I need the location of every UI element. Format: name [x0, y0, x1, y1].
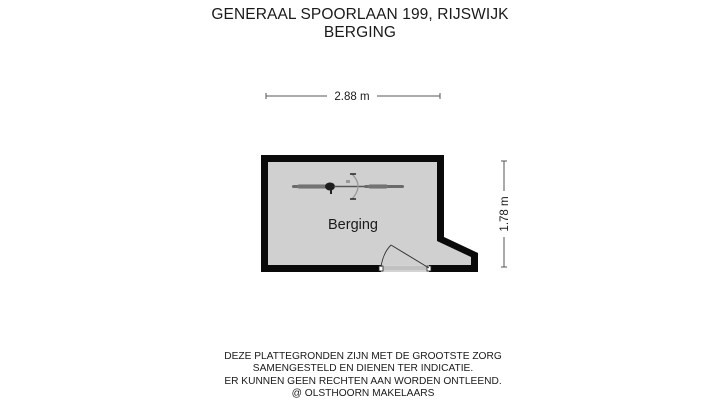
height-dimension — [499, 161, 511, 267]
disclaimer-line: ER KUNNEN GEEN RECHTEN AAN WORDEN ONTLEEND. — [224, 375, 502, 387]
disclaimer-line: DEZE PLATTEGRONDEN ZIJN MET DE GROOTSTE ZORG — [224, 351, 502, 362]
width-dimension — [266, 91, 440, 103]
room-label-berging: Berging — [328, 217, 378, 233]
width-label: 2.88 m — [334, 91, 370, 103]
disclaimer — [0, 351, 720, 400]
disclaimer-line: @ OLSTHOORN MAKELAARS — [291, 387, 435, 399]
floor-title: BERGING — [323, 24, 397, 41]
disclaimer-line: SAMENGESTELD EN DIENEN TER INDICATIE. — [252, 363, 474, 375]
height-label: 1.78 m — [499, 196, 511, 232]
address-title: GENERAAL SPOORLAAN 199, RIJSWIJK — [211, 6, 509, 23]
